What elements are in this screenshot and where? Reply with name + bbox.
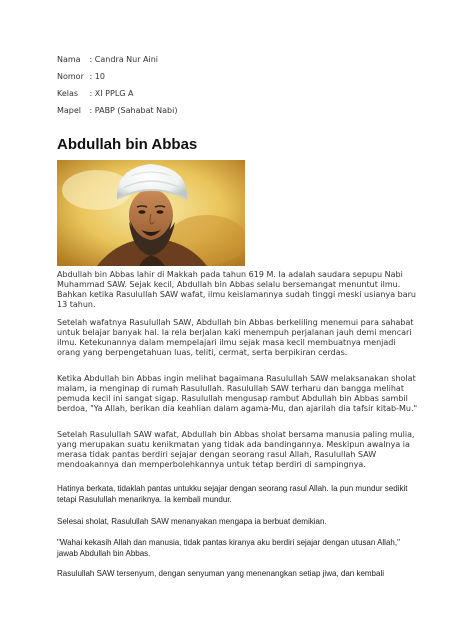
- paragraph: Setelah wafatnya Rasulullah SAW, Abdullah bin Abbas berkeliling menemui para sahabat untuk belajar banyak hal. Ia rela berjalan kaki menempuh perjalanan jauh demi mencari ilmu. Ketekunannya dalam mempelajari ilmu sejak masa kecil membuatnya menjadi orang yang berpengetahuan luas, teliti, cermat, serta berpikiran cerdas.: [57, 318, 414, 357]
- meta-name-row: [57, 55, 158, 65]
- meta-class-row: [57, 89, 134, 99]
- meta-number-row: [57, 72, 105, 82]
- meta-label: Nomor: [57, 72, 84, 81]
- meta-value: : XI PPLG A: [89, 89, 134, 98]
- paragraph: "Wahai kekasih Allah dan manusia, tidak pantas kiranya aku berdiri sejajar dengan utusan Allah," jawab Abdullah bin Abbas.: [57, 538, 400, 558]
- paragraph: Setelah Rasulullah SAW wafat, Abdullah bin Abbas sholat bersama manusia paling mulia, yang merupakan suatu kenikmatan yang tidak ada bandingannya. Meskipun awalnya ia merasa tidak pantas berdiri sejajar dengan seorang rasul Allah, Rasulullah SAW mendoakannya dan memperbolehkannya untuk tetap berdiri di sampingnya.: [57, 430, 415, 469]
- meta-label: Mapel: [57, 106, 82, 115]
- paragraph: Rasulullah SAW tersenyum, dengan senyuman yang menenangkan setiap jiwa, dan kembali: [57, 569, 385, 578]
- meta-label: Kelas: [57, 89, 79, 98]
- paragraph: Hatinya berkata, tidaklah pantas untukku sejajar dengan seorang rasul Allah. Ia pun mundur sedikit tetapi Rasulullah menariknya. Ia kembali mundur.: [57, 484, 408, 504]
- meta-value: : 10: [89, 72, 105, 81]
- paragraph: Abdullah bin Abbas lahir di Makkah pada tahun 619 M. Ia adalah saudara sepupu Nabi Muhammad SAW. Sejak kecil, Abdullah bin Abbas selalu bersemangat menuntut ilmu. Bahkan ketika Rasulullah SAW wafat, ilmu keislamannya sudah tinggi meski usianya baru 13 tahun.: [57, 270, 416, 309]
- meta-subject-row: [57, 106, 177, 116]
- meta-label: Nama: [57, 55, 81, 64]
- meta-value: : PABP (Sahabat Nabi): [89, 106, 178, 115]
- meta-value: : Candra Nur Aini: [89, 55, 159, 64]
- paragraph: Selesai sholat, Rasulullah SAW menanyakan mengapa ia berbuat demikian.: [57, 517, 327, 526]
- page-title: Abdullah bin Abbas: [57, 136, 198, 153]
- portrait-image: [57, 160, 245, 266]
- paragraph: Ketika Abdullah bin Abbas ingin melihat bagaimana Rasulullah SAW melaksanakan sholat malam, ia menginap di rumah Rasulullah. Rasulullah SAW terharu dan bangga melihat pemuda kecil ini sangat sigap. Rasulullah mengusap rambut Abdullah bin Abbas sambil berdoa, "Ya Allah, berikan dia keahlian dalam agama-Mu, dan ajarilah dia tafsir kitab-Mu.": [57, 374, 418, 413]
